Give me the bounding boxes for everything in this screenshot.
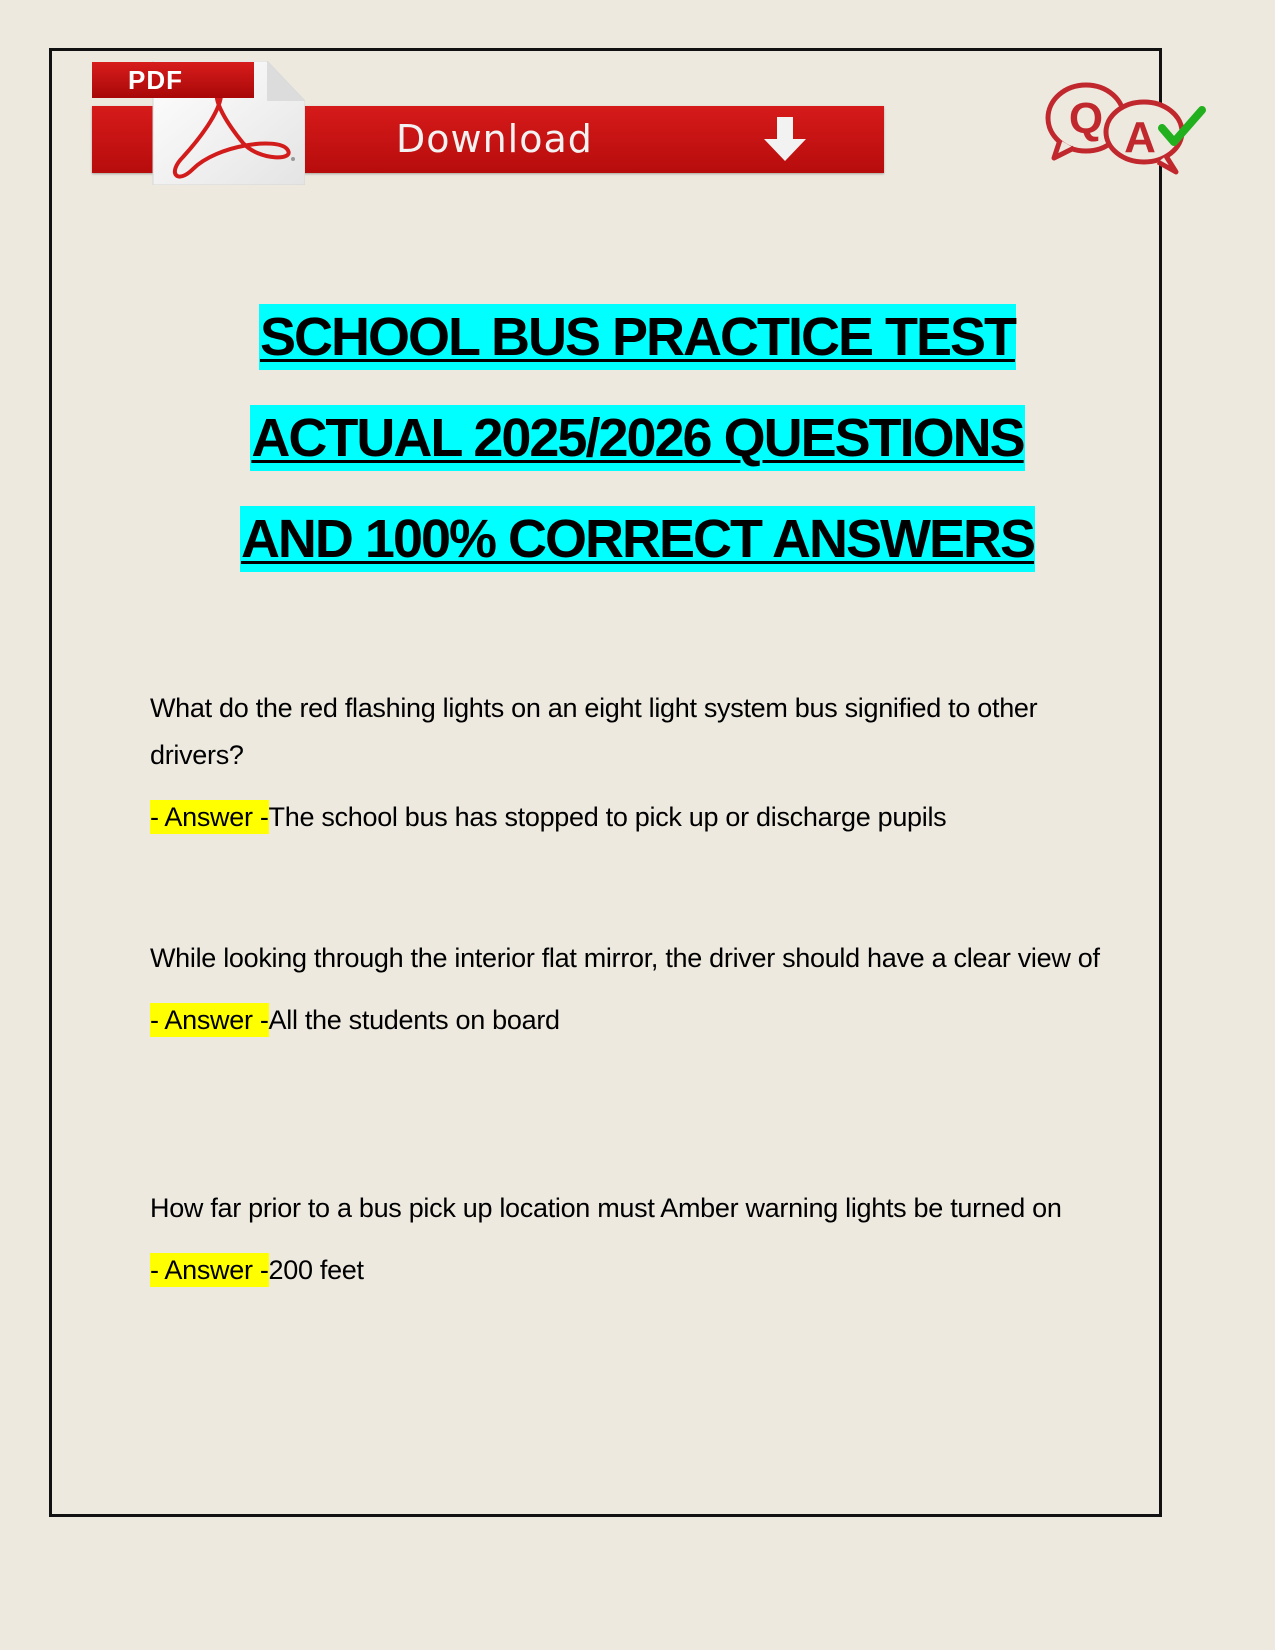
a-letter: A <box>1124 113 1156 162</box>
arrow-down-icon <box>760 115 810 165</box>
download-label: Download <box>396 117 593 161</box>
answer-row <box>150 797 1130 837</box>
answer-label: - Answer - <box>150 802 269 832</box>
pdf-download-banner[interactable] <box>92 57 888 185</box>
qa-item <box>150 1185 1130 1435</box>
title-line-2: ACTUAL 2025/2026 QUESTIONS <box>250 405 1024 471</box>
title-line-3: AND 100% CORRECT ANSWERS <box>240 506 1035 572</box>
answer-row <box>150 1250 1130 1290</box>
qa-item <box>150 935 1130 1185</box>
document-title <box>0 304 1275 607</box>
answer-label: - Answer - <box>150 1005 269 1035</box>
qa-list <box>150 685 1130 1435</box>
answer-text: The school bus has stopped to pick up or discharge pupils <box>268 802 947 832</box>
q-letter: Q <box>1068 94 1104 143</box>
answer-row <box>150 1000 1130 1040</box>
question-text: What do the red flashing lights on an eight light system bus signified to other drivers? <box>150 693 1038 770</box>
qa-logo-icon <box>1040 78 1210 178</box>
answer-label: - Answer - <box>150 1255 269 1285</box>
qa-item <box>150 685 1130 935</box>
title-line-1: SCHOOL BUS PRACTICE TEST <box>259 304 1016 370</box>
question-text: How far prior to a bus pick up location must Amber warning lights be turned on <box>150 1193 1062 1223</box>
answer-text: All the students on board <box>268 1005 560 1035</box>
question-text: While looking through the interior flat mirror, the driver should have a clear view of <box>150 943 1100 973</box>
answer-text: 200 feet <box>268 1255 364 1285</box>
pdf-label: PDF <box>92 62 254 98</box>
